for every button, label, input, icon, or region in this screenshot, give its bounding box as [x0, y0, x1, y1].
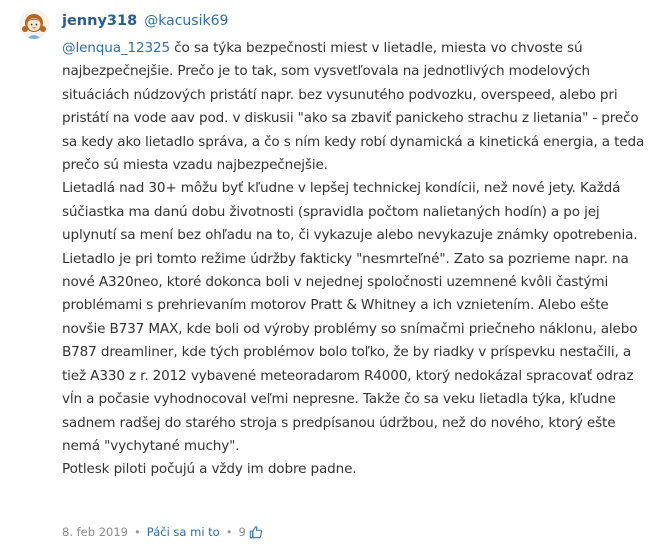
author-name[interactable]: jenny318 — [62, 13, 138, 29]
comment-footer — [62, 522, 263, 542]
girl-avatar-icon — [19, 9, 49, 39]
comment-paragraph-1 — [62, 37, 652, 177]
author-handle[interactable]: @kacusik69 — [144, 13, 229, 29]
comment-header — [62, 10, 228, 32]
comment-paragraph-3: Potlesk piloti počujú a vždy im dobre padne. — [62, 461, 357, 478]
separator: • — [133, 525, 141, 539]
like-button[interactable]: Páči sa mi to — [146, 525, 220, 539]
avatar[interactable] — [19, 9, 49, 39]
mention-link[interactable]: @lenqua_12325 — [62, 40, 171, 56]
comment-paragraph-2: Lietadlá nad 30+ môžu byť kľudne v lepšej technickej kondícii, než nové jety. Každá súčiastka ma danú dobu životnosti (spravidla počtom nalietaných hodín) a po jej uplynutí sa mení bez ohľadu na to, či vykazuje alebo nevykazuje známky opotrebenia. Lietadlo je pri tomto režime údržby fakticky "nesmrteľné". Zato sa pozrieme napr. na nové A320neo, ktoré dokonca boli v nejednej spoločnosti uzemnené kvôli častými problémami s prehrievaním motorov Pratt & Whitney a ich vznietením. Alebo ešte novšie B737 MAX, kde boli od výroby problémy so snímačmi priečneho náklonu, alebo B787 dreamliner, kde tých problémov bolo toľko, že by riadky v príspevku nestačili, a tiež A330 z r. 2012 vybavené meteoradarom R4000, ktorý nedokázal spracovať odraz vĺn a počasie vyhodnocoval veľmi nepresne. Takže čo sa veku lietadla týka, kľudne sadnem radšej do starého stroja s predpísanou údržbou, než do nového, ktorý ešte nemá "vychytané muchy". — [62, 180, 638, 454]
separator: • — [225, 525, 233, 539]
thumbs-up-icon[interactable] — [249, 525, 263, 539]
comment-date: 8. feb 2019 — [62, 525, 128, 539]
like-count: 9 — [238, 525, 246, 539]
comment-body — [62, 37, 652, 482]
paragraph-text: čo sa týka bezpečnosti miest v lietadle, miesta vo chvoste sú najbezpečnejšie. Prečo je to tak, som vysvetľovala na jednotlivých modelových situáciách núdzových pristátí napr. bez vysunutého podvozku, overspeed, alebo pri pristátí na vode aav pod. v diskusii "ako sa zbaviť panickeho strachu z lietania" - prečo sa kedy ako lietadlo správa, a čo s ním kedy robí dynamická a kinetická energia, a teda prečo sú miesta vzadu najbezpečnejšie. — [62, 40, 645, 174]
